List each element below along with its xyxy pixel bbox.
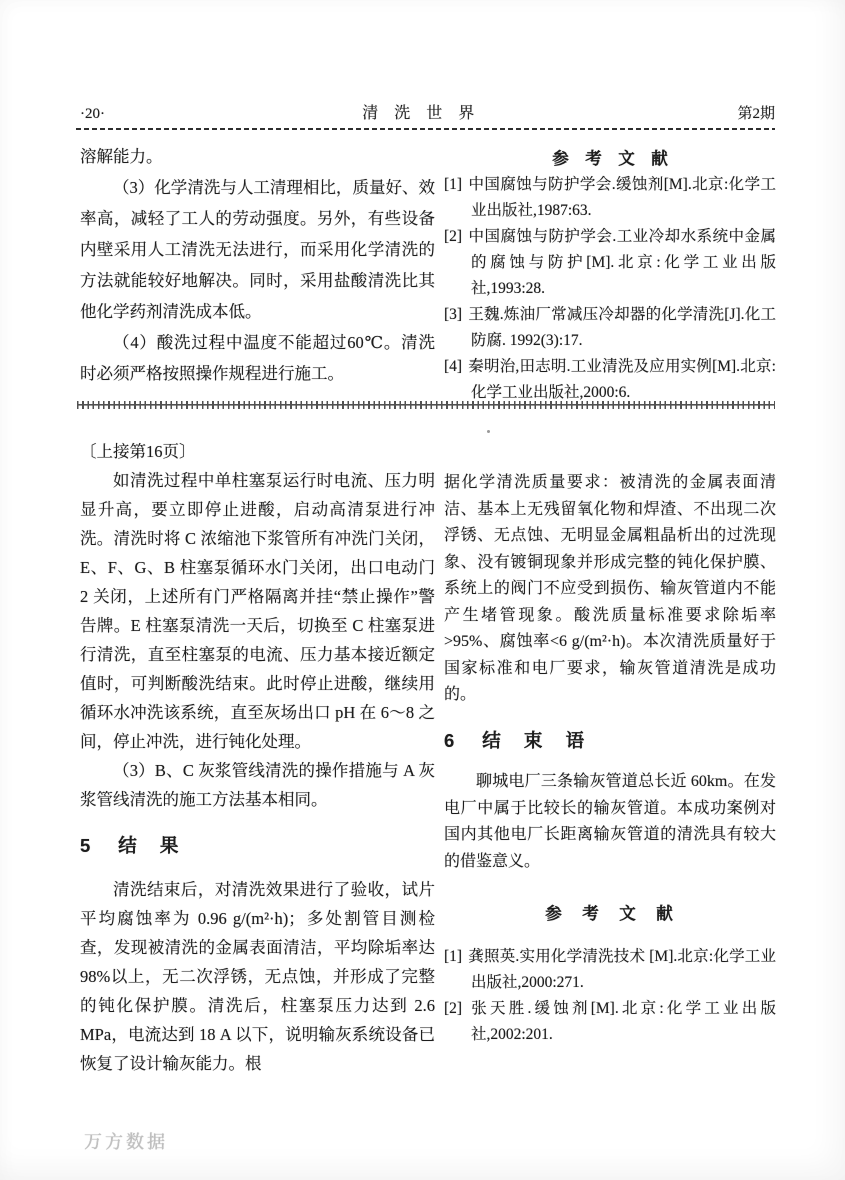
header-rule	[76, 128, 775, 130]
section-number: 6	[444, 729, 455, 751]
continued-from-note: 〔上接第16页〕	[80, 442, 196, 461]
column-top-right	[444, 146, 776, 406]
reference-label: [4]	[444, 358, 463, 375]
references-heading-top: 参 考 文 献	[552, 150, 668, 168]
reference-text: 龚照英.实用化学清洗技术 [M].北京:化学工业出版社,2000:271.	[468, 947, 776, 991]
paragraph-conclusion-4: （4）酸洗过程中温度不能超过60℃。清洗时必须严格按照操作规程进行施工。	[80, 333, 435, 383]
section-title: 结 果	[118, 835, 188, 856]
section-heading-closing	[444, 728, 776, 755]
reference-text: 中国腐蚀与防护学会.缓蚀剂[M].北京:化学工业出版社,1987:63.	[468, 176, 776, 219]
paragraph-procedure-3: （3）B、C 灰浆管线清洗的操作措施与 A 灰浆管线清洗的施工方法基本相同。	[80, 761, 435, 809]
carryover-line: 溶解能力。	[80, 147, 163, 166]
paragraph-conclusion-3: （3）化学清洗与人工清理相比，质量好、效率高，减轻了工人的劳动强度。另外，有些设备内壁采用人工清洗无法进行，而采用化学清洗的方法就能较好地解决。同时，采用盐酸清洗比其他化学药剂清洗成本低。	[80, 178, 435, 321]
running-header	[80, 100, 775, 123]
wanfang-watermark: 万方数据	[84, 1132, 168, 1152]
journal-title: 清 洗 世 界	[362, 105, 481, 122]
column-top-left	[80, 141, 435, 389]
article-divider	[77, 401, 775, 409]
column-bottom-left	[80, 437, 435, 1078]
reference-item	[444, 996, 776, 1048]
reference-item	[444, 302, 776, 354]
paragraph-quality-requirements: 据化学清洗质量要求：被清洗的金属表面清洁、基本上无残留氧化物和焊渣、不出现二次浮锈、无点蚀、无明显金属粗晶析出的过洗现象、没有镀铜现象并形成完整的钝化保护膜、系统上的阀门不应受到损伤、输灰管道内不能产生堵管现象。酸洗质量标准要求除垢率>95%、腐蚀率<6 g/(m²·h)。本次清洗质量好于国家标准和电厂要求，输灰管道清洗是成功的。	[444, 474, 776, 703]
reference-text: 张天胜.缓蚀剂[M].北京:化学工业出版社,2002:201.	[468, 999, 776, 1043]
paragraph-procedure: 如清洗过程中单柱塞泵运行时电流、压力明显升高，要立即停止进酸，启动高清泵进行冲洗。清洗时将 C 浓缩池下浆管所有冲洗门关闭，E、F、G、B 柱塞泵循环水门关闭，出口电动门 2 关闭，上述所有门严格隔离并挂“禁止操作”警告牌。E 柱塞泵清洗一天后，切换至 C 柱塞泵进行清洗，直至柱塞泵的电流、压力基本接近额定值时，可判断酸洗结束。此时停止进酸，继续用循环水冲洗该系统，直至灰场出口 pH 在 6～8 之间，停止冲洗，进行钝化处理。	[80, 471, 435, 751]
section-number: 5	[80, 835, 91, 856]
reference-label: [2]	[444, 999, 463, 1017]
reference-text: 中国腐蚀与防护学会.工业冷却水系统中金属的腐蚀与防护[M].北京:化学工业出版社,1993:28.	[468, 228, 776, 297]
paragraph-closing: 聊城电厂三条输灰管道总长近 60km。在发电厂中属于比较长的输灰管道。本成功案例对国内其他电厂长距离输灰管道的清洗具有较大的借鉴意义。	[444, 773, 776, 870]
reference-item	[444, 224, 776, 302]
reference-label: [2]	[444, 228, 463, 245]
reference-item	[444, 944, 776, 996]
reference-label: [3]	[444, 306, 463, 323]
references-heading-bottom: 参 考 文 献	[545, 905, 675, 923]
reference-item	[444, 172, 776, 224]
reference-label: [1]	[444, 947, 463, 965]
section-heading-results	[80, 831, 435, 860]
page-number: ·20·	[80, 106, 105, 122]
scan-speck	[487, 430, 490, 433]
section-title: 结 束 语	[482, 729, 594, 751]
column-bottom-right	[444, 470, 776, 1048]
reference-item	[444, 354, 776, 406]
reference-text: 王魏.炼油厂常减压冷却器的化学清洗[J].化工防腐. 1992(3):17.	[468, 306, 776, 349]
reference-text: 秦明治,田志明.工业清洗及应用实例[M].北京:化学工业出版社,2000:6.	[468, 358, 776, 401]
reference-label: [1]	[444, 176, 463, 193]
paragraph-results: 清洗结束后，对清洗效果进行了验收，试片平均腐蚀率为 0.96 g/(m²·h)；多处割管目测检查，发现被清洗的金属表面清洁，平均除垢率达98%以上，无二次浮锈，无点蚀，并形成了完整的钝化保护膜。清洗后，柱塞泵压力达到 2.6 MPa，电流达到 18 A 以下，说明输灰系统设备已恢复了设计输灰能力。根	[80, 880, 435, 1073]
issue-label: 第2期	[737, 106, 775, 122]
